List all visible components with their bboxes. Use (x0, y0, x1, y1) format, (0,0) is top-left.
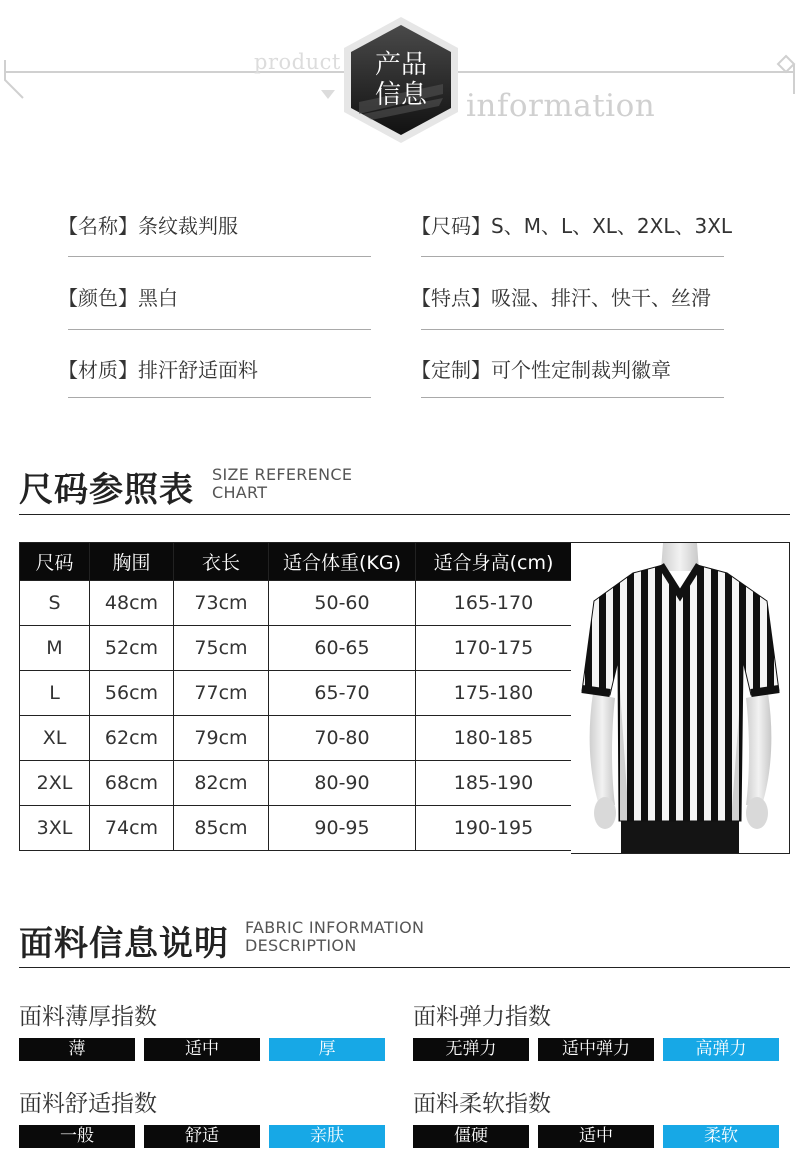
spec-divider (68, 329, 371, 330)
small-triangle-icon (321, 90, 335, 100)
cell: 48cm (90, 581, 174, 626)
thickness-option-medium: 适中 (144, 1038, 260, 1061)
thickness-option-thick: 厚 (269, 1038, 385, 1061)
cell: 62cm (90, 716, 174, 761)
fabric-section-subtitle-2: DESCRIPTION (245, 936, 357, 955)
banner-word-product: product (254, 50, 341, 74)
cell: M (20, 626, 90, 671)
spec-size: 【尺码】S、M、L、XL、2XL、3XL (411, 214, 733, 238)
cell: 165-170 (416, 581, 572, 626)
header-weight: 适合体重(KG) (269, 543, 416, 581)
cell: 70-80 (269, 716, 416, 761)
cell: 74cm (90, 806, 174, 851)
elasticity-option-medium: 适中弹力 (538, 1038, 654, 1061)
cell: 190-195 (416, 806, 572, 851)
size-section-subtitle-2: CHART (212, 483, 268, 502)
spec-color: 【颜色】黑白 (58, 286, 178, 310)
table-row (20, 626, 572, 671)
banner-line-right (456, 71, 794, 73)
table-row (20, 671, 572, 716)
spec-feature: 【特点】吸湿、排汗、快干、丝滑 (411, 286, 711, 310)
spec-list (0, 190, 800, 410)
thickness-option-thin: 薄 (19, 1038, 135, 1061)
cell: 75cm (174, 626, 269, 671)
size-table-header (20, 543, 572, 581)
elasticity-option-none: 无弹力 (413, 1038, 529, 1061)
badge-line2: 信息 (374, 80, 427, 110)
cell: 80-90 (269, 761, 416, 806)
spec-divider (421, 329, 724, 330)
cell: 79cm (174, 716, 269, 761)
cell: 73cm (174, 581, 269, 626)
fabric-section-title: 面料信息说明 (19, 924, 229, 964)
cell: 82cm (174, 761, 269, 806)
comfort-index-title: 面料舒适指数 (19, 1091, 157, 1117)
size-table (19, 542, 572, 851)
cell: XL (20, 716, 90, 761)
spec-name: 【名称】条纹裁判服 (58, 214, 238, 238)
table-row (20, 761, 572, 806)
cell: 60-65 (269, 626, 416, 671)
softness-index-title: 面料柔软指数 (413, 1091, 551, 1117)
left-ornament-icon (3, 58, 27, 102)
spec-divider (68, 256, 371, 257)
cell: S (20, 581, 90, 626)
comfort-option-skin-friendly: 亲肤 (269, 1125, 385, 1148)
cell: 185-190 (416, 761, 572, 806)
cell: 65-70 (269, 671, 416, 716)
cell: 2XL (20, 761, 90, 806)
badge-line1: 产品 (374, 50, 427, 80)
referee-shirt-image (571, 543, 790, 854)
thickness-index-title: 面料薄厚指数 (19, 1004, 157, 1030)
softness-option-stiff: 僵硬 (413, 1125, 529, 1148)
cell: 56cm (90, 671, 174, 716)
fabric-section-subtitle-1: FABRIC INFORMATION (245, 918, 425, 937)
cell: 50-60 (269, 581, 416, 626)
elasticity-option-high: 高弹力 (663, 1038, 779, 1061)
cell: L (20, 671, 90, 716)
cell: 170-175 (416, 626, 572, 671)
header-chest: 胸围 (90, 543, 174, 581)
fabric-section-rule (19, 967, 790, 968)
cell: 180-185 (416, 716, 572, 761)
size-section-subtitle-1: SIZE REFERENCE (212, 465, 353, 484)
cell: 52cm (90, 626, 174, 671)
cell: 85cm (174, 806, 269, 851)
header-banner (0, 0, 800, 150)
header-height: 适合身高(cm) (416, 543, 572, 581)
cell: 175-180 (416, 671, 572, 716)
cell: 3XL (20, 806, 90, 851)
right-ornament-icon (774, 54, 798, 98)
spec-divider (68, 397, 371, 398)
table-row (20, 581, 572, 626)
spec-material: 【材质】排汗舒适面料 (58, 358, 258, 382)
header-size: 尺码 (20, 543, 90, 581)
size-section-title: 尺码参照表 (19, 470, 194, 510)
table-row (20, 716, 572, 761)
table-row (20, 806, 572, 851)
cell: 90-95 (269, 806, 416, 851)
comfort-option-comfortable: 舒适 (144, 1125, 260, 1148)
softness-option-medium: 适中 (538, 1125, 654, 1148)
header-length: 衣长 (174, 543, 269, 581)
product-photo (571, 542, 790, 854)
softness-option-soft: 柔软 (663, 1125, 779, 1148)
cell: 68cm (90, 761, 174, 806)
cell: 77cm (174, 671, 269, 716)
spec-divider (421, 256, 724, 257)
banner-word-information: information (466, 88, 656, 124)
size-section-rule (19, 514, 790, 515)
elasticity-index-title: 面料弹力指数 (413, 1004, 551, 1030)
spec-divider (421, 397, 724, 398)
spec-custom: 【定制】可个性定制裁判徽章 (411, 358, 671, 382)
comfort-option-normal: 一般 (19, 1125, 135, 1148)
